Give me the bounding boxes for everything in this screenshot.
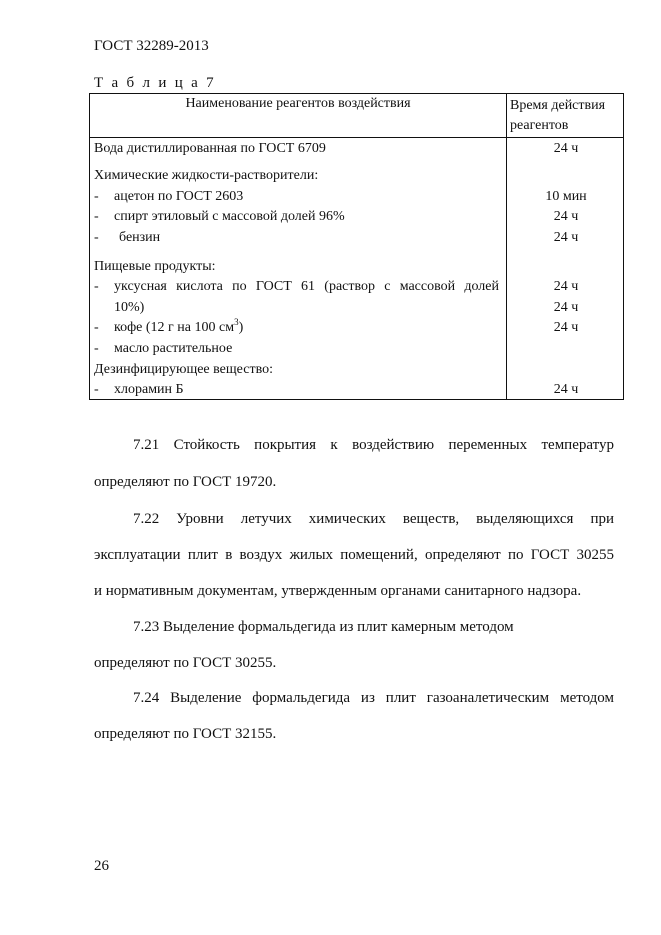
paragraph-7-24-line2: определяют по ГОСТ 32155. xyxy=(94,726,277,742)
paragraph-7-24-line1: 7.24 Выделение формальдегида из плит газоаналетическим методом xyxy=(133,690,614,706)
list-dash: - xyxy=(94,341,99,356)
reagents-table xyxy=(89,93,624,400)
row-oil-time: 24 ч xyxy=(553,320,579,335)
row-acetone-time: 10 мин xyxy=(545,189,587,204)
row-coffee-text: кофе (12 г на 100 см xyxy=(114,320,235,335)
superscript-cubed: 3 xyxy=(234,317,239,327)
table-header-divider xyxy=(90,137,623,138)
row-acetone-name: ацетон по ГОСТ 2603 xyxy=(114,189,244,204)
table-header-time-line1: Время действия xyxy=(510,98,606,113)
row-chloramine-time: 24 ч xyxy=(553,382,579,397)
table-header-name: Наименование реагентов воздействия xyxy=(185,96,411,111)
table-caption: Т а б л и ц а 7 xyxy=(94,75,216,91)
group-solvents-title: Химические жидкости-растворители: xyxy=(94,168,319,183)
row-water-name: Вода дистиллированная по ГОСТ 6709 xyxy=(94,141,326,156)
paragraph-7-22-line1: 7.22 Уровни летучих химических веществ, выделяющихся при xyxy=(133,511,614,527)
row-benzine-name: бензин xyxy=(119,230,161,245)
group-disinfectant-title: Дезинфицирующее вещество: xyxy=(94,362,273,377)
paragraph-7-21-line1: 7.21 Стойкость покрытия к воздействию переменных температур xyxy=(133,437,614,453)
page-number: 26 xyxy=(94,858,109,874)
paragraph-7-21-line2: определяют по ГОСТ 19720. xyxy=(94,474,277,490)
row-chloramine-name: хлорамин Б xyxy=(114,382,184,397)
row-water-time: 24 ч xyxy=(553,141,579,156)
group-food-title: Пищевые продукты: xyxy=(94,259,216,274)
table-header-time xyxy=(510,96,625,136)
row-benzine-time: 24 ч xyxy=(553,230,579,245)
row-alcohol-time: 24 ч xyxy=(553,209,579,224)
row-coffee-name xyxy=(114,319,243,337)
row-alcohol-name: спирт этиловый с массовой долей 96% xyxy=(114,209,345,224)
row-vinegar-name-line1: уксусная кислота по ГОСТ 61 (раствор с массовой долей xyxy=(114,279,499,294)
row-coffee-time: 24 ч xyxy=(553,300,579,315)
row-vinegar-name-line2: 10%) xyxy=(114,300,145,315)
paragraph-7-22-line2: эксплуатации плит в воздух жилых помещений, определяют по ГОСТ 30255 xyxy=(94,547,614,563)
row-oil-name: масло растительное xyxy=(114,341,233,356)
row-coffee-close: ) xyxy=(238,320,244,335)
paragraph-7-23-line2: определяют по ГОСТ 30255. xyxy=(94,655,277,671)
document-code-header: ГОСТ 32289-2013 xyxy=(94,38,209,54)
row-vinegar-time: 24 ч xyxy=(553,279,579,294)
list-dash: - xyxy=(94,209,99,224)
paragraph-7-22-line3: и нормативным документам, утвержденным органами санитарного надзора. xyxy=(94,583,582,599)
list-dash: - xyxy=(94,320,99,335)
paragraph-7-23-line1: 7.23 Выделение формальдегида из плит камерным методом xyxy=(133,619,514,635)
table-header-time-line2: реагентов xyxy=(510,118,569,133)
list-dash: - xyxy=(94,382,99,397)
list-dash: - xyxy=(94,279,99,294)
list-dash: - xyxy=(94,189,99,204)
list-dash: - xyxy=(94,230,99,245)
